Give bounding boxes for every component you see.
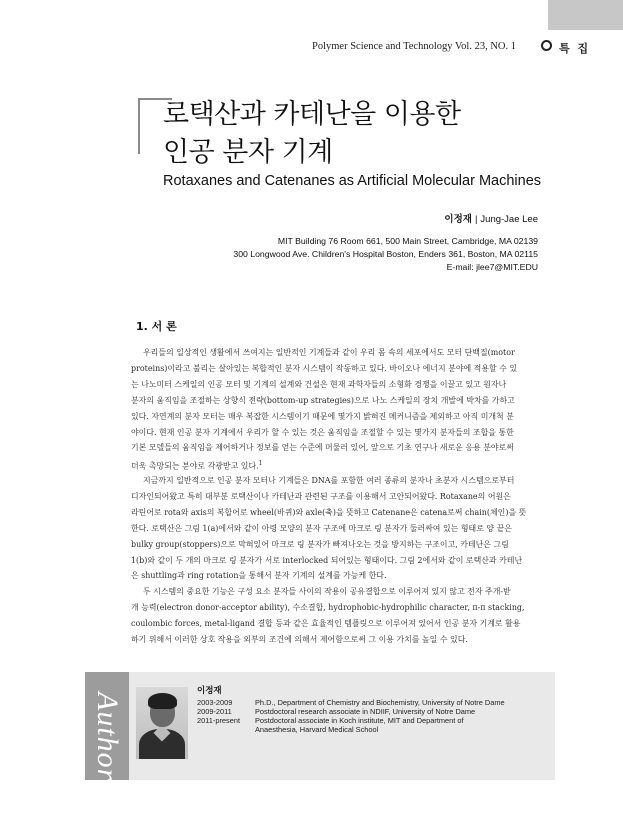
journal-header: Polymer Science and Technology Vol. 23, NO. 1 [312, 41, 516, 52]
bio-text: Postdoctoral associate in Koch institute, MIT and Department of [255, 716, 464, 725]
body-line: 디자인되어왔고 특히 대부분 로택산이나 카테난과 관련된 구조를 이용해서 고안되어왔다. Rotaxane의 어원은 [131, 491, 511, 501]
title-korean-line1: 로택산과 카테난을 이용한 [163, 99, 461, 130]
body-line: 한다. 로택산은 그림 1(a)에서와 같이 아령 모양의 분자 구조에 마크로 링 분자가 둘러싸여 있는 형태로 양 끝은 [131, 523, 512, 533]
body-line: 있다. 자연계의 분자 모터는 매우 복잡한 시스템이기 때문에 몇가지 밝혀진 메커니즘을 제외하고 아직 미개척 분 [131, 411, 514, 421]
section-label: 특 집 [559, 42, 591, 55]
title-bracket-vertical [138, 98, 140, 154]
body-line: 1(b)와 같이 두 개의 마크로 링 분자가 서로 interlocked 되어있는 형태이다. 그림 2에서와 같이 로택산과 카테난 [131, 555, 523, 565]
body-line: bulky group(stoppers)으로 막혀있어 마크로 링 분자가 빠져나오는 것을 방지하는 구조이고, 카테난은 그림 [131, 539, 509, 549]
body-paragraph-2 [131, 473, 538, 648]
bio-years: 2009-2011 [197, 707, 232, 716]
author-name-english: Jung-Jae Lee [480, 214, 538, 225]
affiliation-line-1: MIT Building 76 Room 661, 500 Main Street, Cambridge, MA 02139 [277, 236, 538, 246]
photo-hair [148, 693, 177, 709]
body-line: 지금까지 일반적으로 인공 분자 모터나 기계들은 DNA를 포함한 여러 종류의 분자나 초분자 시스템으로부터 [143, 476, 515, 485]
affiliation-line-2: 300 Longwood Ave. Children's Hospital Boston, Enders 361, Boston, MA 02115 [233, 249, 538, 259]
body-line: 우리들의 일상적인 생활에서 쓰여지는 일반적인 기계들과 같이 우리 몸 속의 세포에서도 모터 단백질(motor [143, 348, 515, 357]
bio-author-name: 이정재 [197, 686, 222, 696]
body-line: 개 능력(electron donor-acceptor ability), 수소결합, hydrophobic-hydrophilic character, π-π stacking, [131, 603, 525, 613]
bio-entry [197, 707, 475, 716]
body-line: 야이다. 현재 인공 분자 기계에서 우리가 할 수 있는 것은 움직임을 조절할 수 있는 몇가지 분자들의 조합을 통한 [131, 427, 514, 437]
bio-entry [197, 716, 464, 725]
author-byline [444, 211, 538, 225]
author-photo [136, 687, 188, 759]
body-line: 기본 모델들의 움직임을 제어하거나 정보를 얻는 수준에 머물러 있어, 앞으로 기초 연구나 새로운 응용 분야로써 [131, 443, 514, 453]
bio-text: Anaesthesia, Harvard Medical School [255, 725, 379, 734]
body-line: 두 시스템의 중요한 기능은 구성 요소 분자들 사이의 작용이 공유결합으로 이루어져 있지 않고 전자 주개-받 [143, 587, 511, 597]
body-line: 은 shuttling과 ring rotation을 통해서 분자 기계의 설계를 가능케 한다. [131, 571, 387, 581]
body-line-text: 더욱 촉망되는 분야로 각광받고 있다. [131, 461, 259, 471]
bio-entry [197, 725, 378, 734]
author-separator: | [474, 214, 478, 225]
author-name-korean: 이정재 [444, 214, 472, 225]
bio-years: 2011-present [197, 716, 241, 725]
corner-tab [548, 0, 623, 30]
title-korean [163, 96, 461, 172]
body-line: 는 나노미터 스케일의 인공 모터 및 기계의 설계와 건설은 현재 과학자들의 소형화 경쟁을 이끌고 있고 원자나 [131, 379, 507, 389]
email-line: E-mail: jlee7@MIT.EDU [446, 262, 538, 272]
title-korean-line2: 인공 분자 기계 [163, 137, 333, 168]
bullet-circle-icon [541, 40, 552, 51]
author-vertical-label: Author [91, 692, 124, 782]
bio-entry [197, 698, 505, 707]
bio-text: Ph.D., Department of Chemistry and Biochemistry, University of Notre Dame [255, 698, 505, 707]
section-heading: 1. 서 론 [136, 320, 177, 333]
bio-years: 2003-2009 [197, 698, 233, 707]
body-paragraph-1 [131, 345, 538, 475]
title-english: Rotaxanes and Catenanes as Artificial Molecular Machines [163, 173, 542, 189]
body-line: proteins)이라고 불리는 살아있는 복합적인 분자 시스템이 작동하고 있다. 바이오나 에너지 분야에 적용할 수 있 [131, 363, 518, 373]
body-line: coulombic forces, metal-ligand 결합 등과 같은 효율적인 템플릿으로 이루어져 있어서 인공 분자 기계로 활용 [131, 619, 521, 629]
body-line: 하기 위해서 이러한 상호 작용을 외부의 조건에 의해서 제어함으로써 그 이용 가치를 높일 수 있다. [131, 635, 468, 645]
body-line: 라틴어로 rota와 axis의 복합어로 wheel(바퀴)와 axle(축)을 뜻하고 Catenane은 catena로써 chain(체인)을 뜻 [131, 507, 527, 517]
body-line: 분자의 움직임을 조절하는 상향식 전략(bottom-up strategies)으로 나노 스케일의 장치 개발에 박차를 가하고 [131, 395, 515, 405]
bio-text: Postdoctoral research associate in NDIIF, University of Notre Dame [255, 707, 476, 716]
footnote-marker: 1 [258, 460, 263, 468]
